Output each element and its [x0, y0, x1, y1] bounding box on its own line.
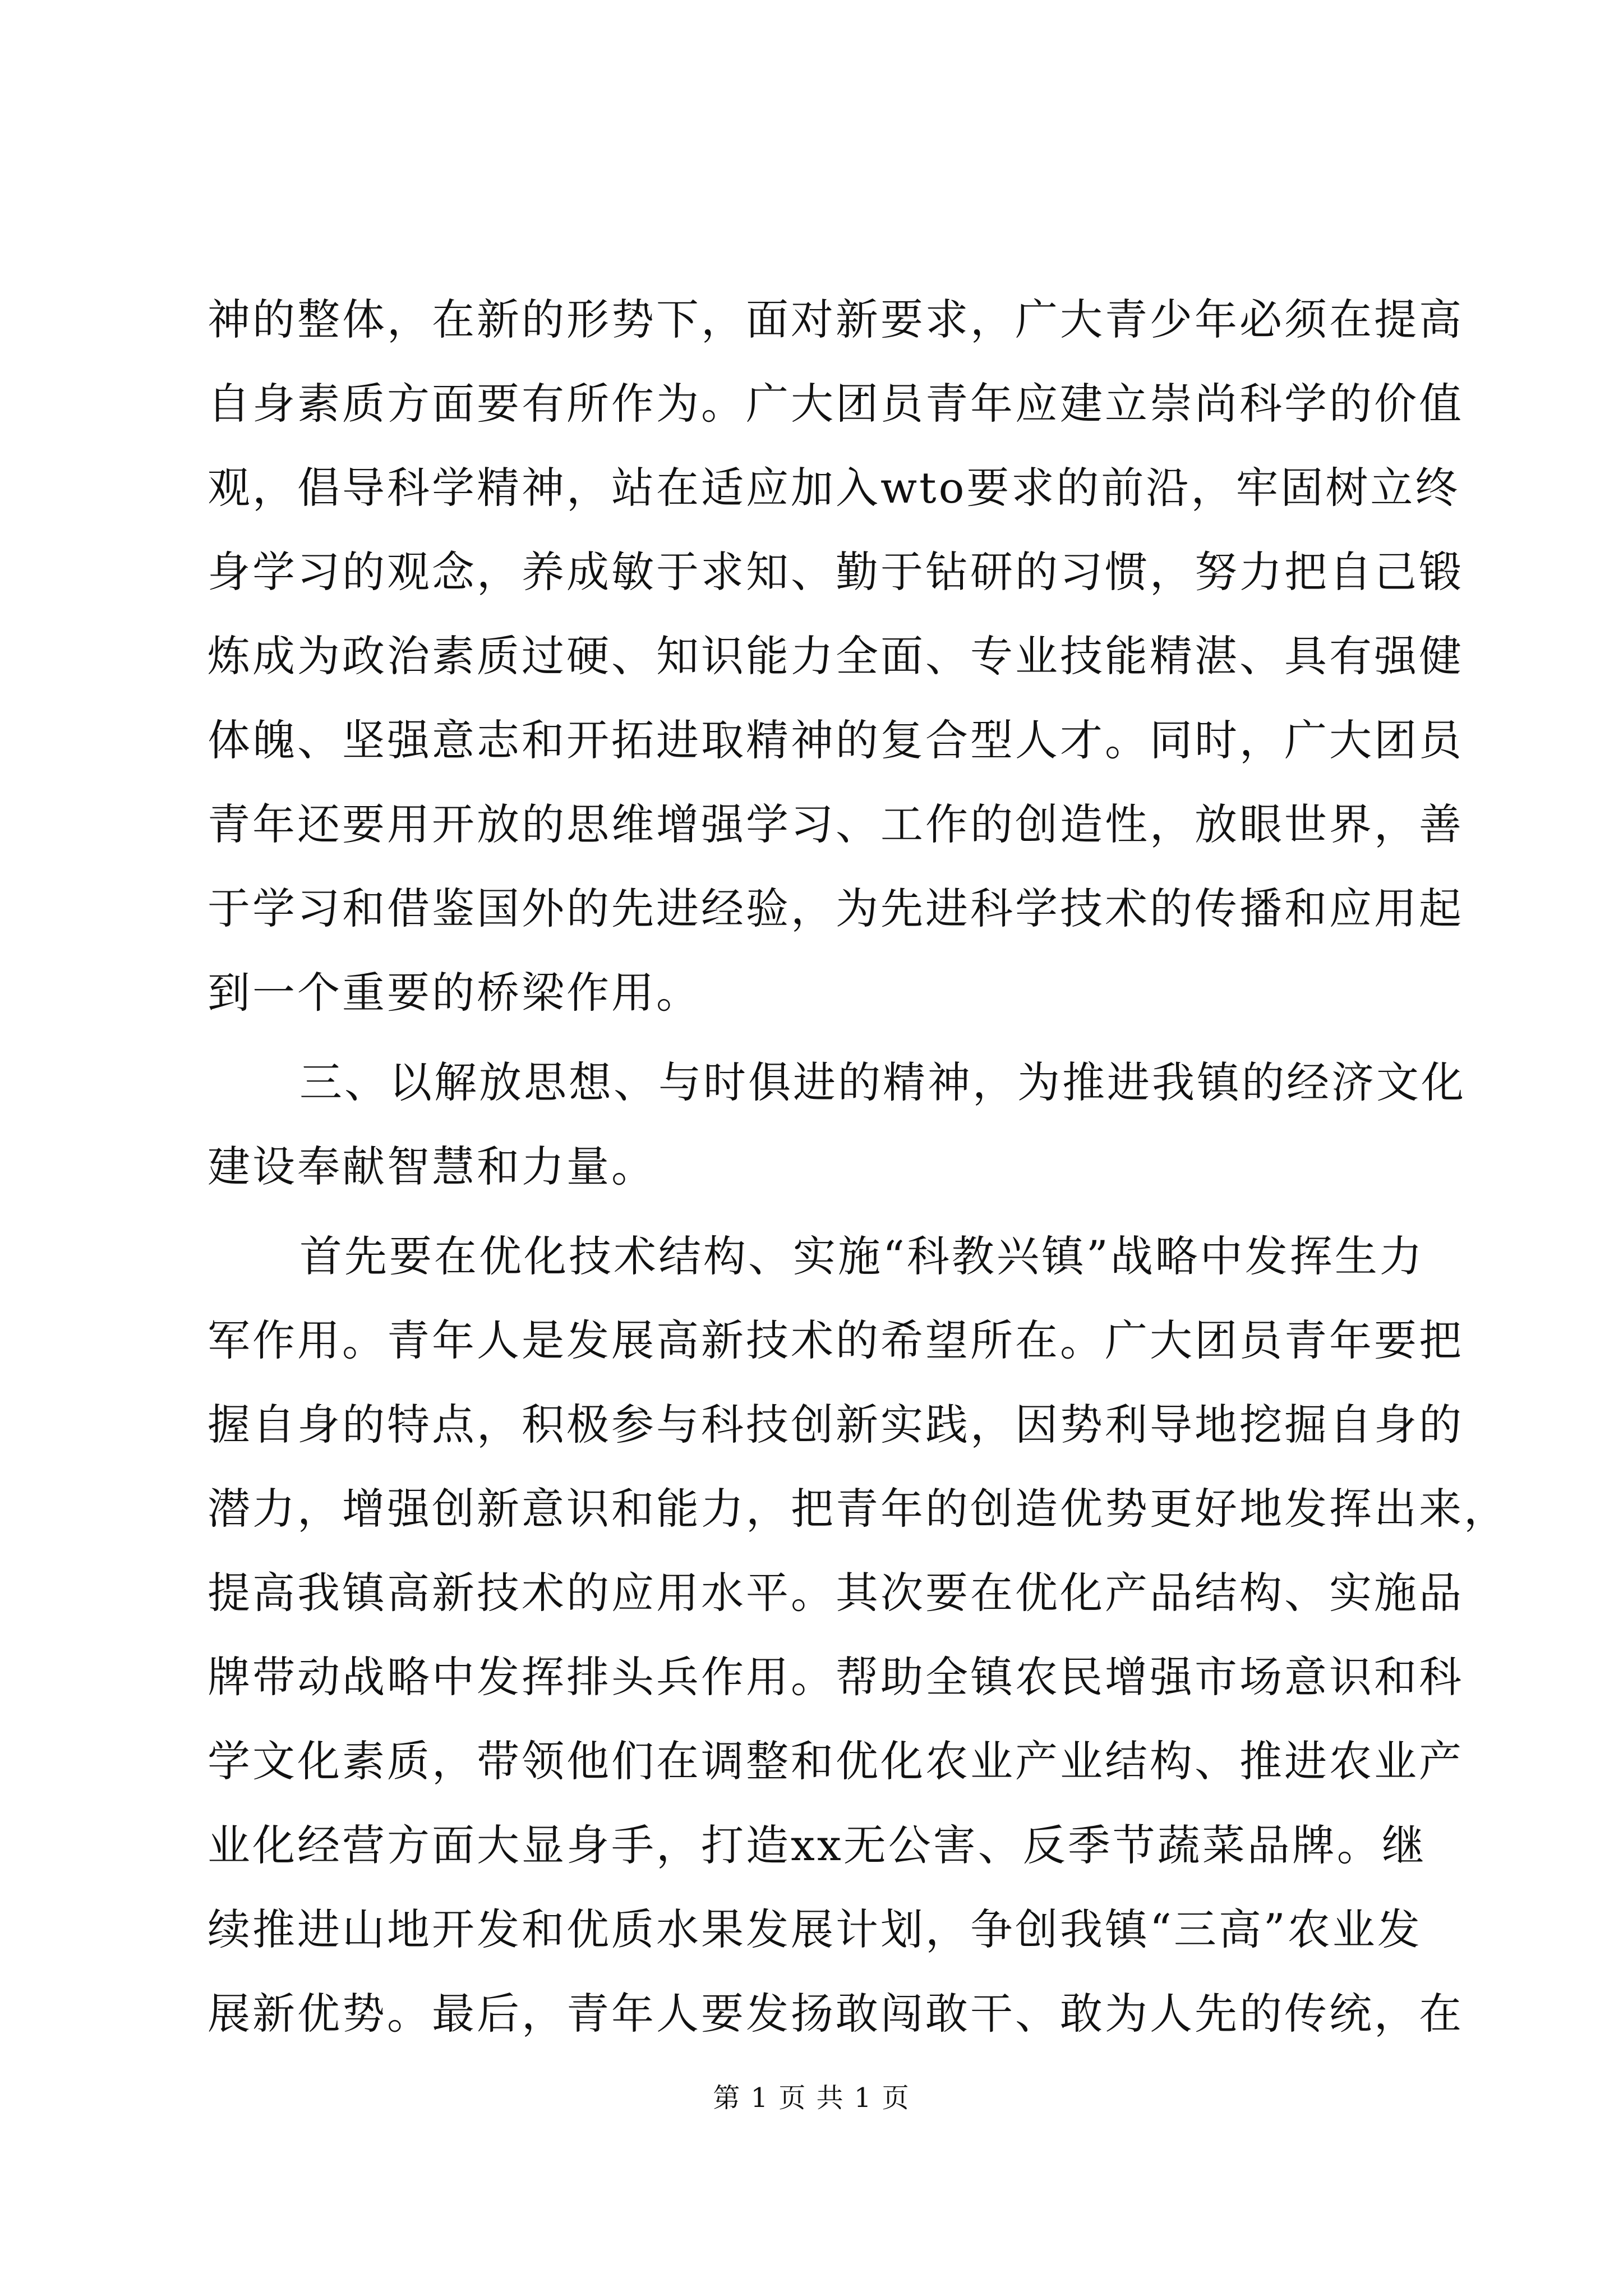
section-heading-line: 建设奉献智慧和力量。: [208, 1142, 656, 1191]
section-heading-line: 三、以解放思想、与时俱进的精神，为推进我镇的经济文化: [299, 1057, 1466, 1107]
paragraph-line: 军作用。青年人是发展高新技术的希望所在。广大团员青年要把: [208, 1315, 1464, 1365]
paragraph-line: 展新优势。最后，青年人要发扬敢闯敢干、敢为人先的传统，在: [208, 1989, 1464, 2039]
paragraph-line: 续推进山地开发和优质水果发展计划，争创我镇“三高”农业发: [208, 1904, 1422, 1954]
paragraph-line: 到一个重要的桥梁作用。: [208, 968, 701, 1018]
paragraph-line: 观，倡导科学精神，站在适应加入wto要求的前沿，牢固树立终: [208, 463, 1460, 513]
paragraph-line: 首先要在优化技术结构、实施“科教兴镇”战略中发挥生力: [299, 1231, 1424, 1281]
paragraph-line: 神的整体，在新的形势下，面对新要求，广大青少年必须在提高: [208, 295, 1464, 344]
paragraph-line: 体魄、坚强意志和开拓进取精神的复合型人才。同时，广大团员: [208, 715, 1464, 765]
paragraph-line: 于学习和借鉴国外的先进经验，为先进科学技术的传播和应用起: [208, 884, 1464, 933]
paragraph-line: 青年还要用开放的思维增强学习、工作的创造性，放眼世界，善: [208, 799, 1464, 849]
paragraph-line: 学文化素质，带领他们在调整和优化农业产业结构、推进农业产: [208, 1736, 1464, 1786]
paragraph-line: 自身素质方面要有所作为。广大团员青年应建立崇尚科学的价值: [208, 379, 1464, 429]
paragraph-line: 牌带动战略中发挥排头兵作用。帮助全镇农民增强市场意识和科: [208, 1652, 1464, 1702]
paragraph-line: 业化经营方面大显身手，打造xx无公害、反季节蔬菜品牌。继: [208, 1820, 1427, 1870]
paragraph-line: 提高我镇高新技术的应用水平。其次要在优化产品结构、实施品: [208, 1568, 1464, 1618]
paragraph-line: 炼成为政治素质过硬、知识能力全面、专业技能精湛、具有强健: [208, 631, 1464, 681]
page-footer: 第 1 页 共 1 页: [713, 2082, 910, 2114]
paragraph-line: 握自身的特点，积极参与科技创新实践，因势利导地挖掘自身的: [208, 1400, 1464, 1450]
paragraph-line: 潜力，增强创新意识和能力，把青年的创造优势更好地发挥出来，: [208, 1484, 1509, 1534]
paragraph-line: 身学习的观念，养成敏于求知、勤于钻研的习惯，努力把自己锻: [208, 547, 1464, 597]
